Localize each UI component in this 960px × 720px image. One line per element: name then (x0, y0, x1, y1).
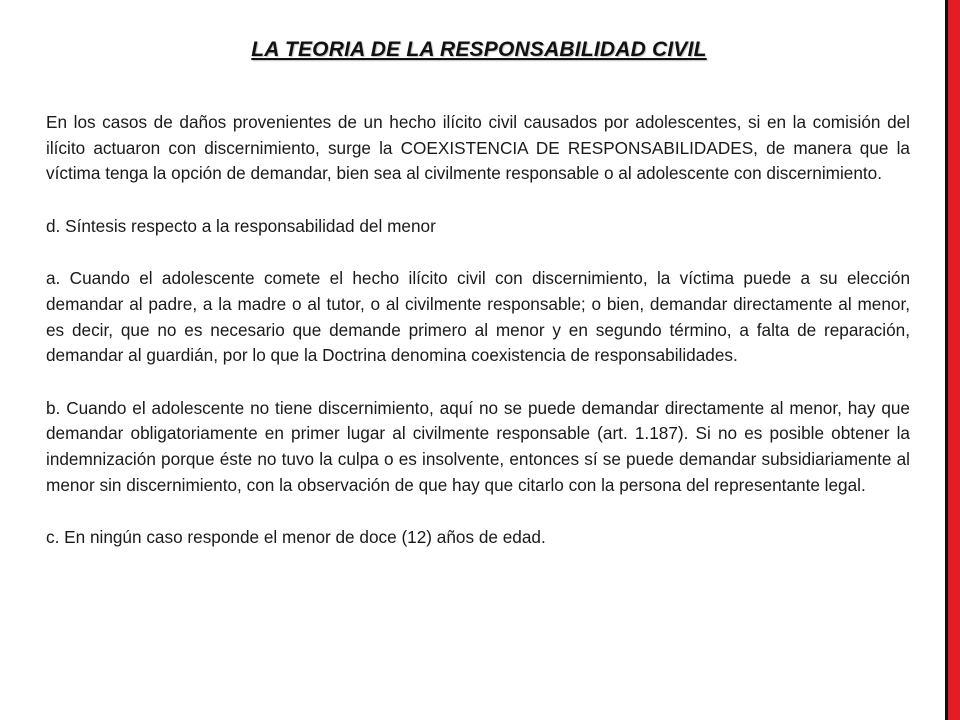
paragraph-coexistencia: En los casos de daños provenientes de un hecho ilícito civil causados por adolescentes, si en la comisión del ilícito actuaron con discernimiento, surge la COEXISTENCIA DE RESPONSABILIDADES, de manera que la víctima tenga la opción de demandar, bien sea al civilmente responsable o al adolescente con discernimiento. (46, 112, 910, 184)
paragraph-item-c: c. En ningún caso responde el menor de doce (12) años de edad. (46, 527, 546, 548)
paragraph-item-b: b. Cuando el adolescente no tiene discernimiento, aquí no se puede demandar directamente al menor, hay que demandar obligatoriamente en primer lugar al civilmente responsable (art. 1.187). Si no es posible obtener la indemnización porque éste no tuvo la culpa o es insolvente, entonces sí se puede demandar subsidiariamente al menor sin discernimiento, con la observación de que hay que citarlo con la persona del representante legal. (46, 397, 910, 495)
slide-title: LA TEORIA DE LA RESPONSABILIDAD CIVIL (251, 38, 707, 61)
slide-body (46, 110, 910, 578)
paragraph-item-a: a. Cuando el adolescente comete el hecho ilícito civil con discernimiento, la víctima puede a su elección demandar al padre, a la madre o al tutor, o al civilmente responsable; o bien, demandar directamente al menor, es decir, que no es necesario que demande primero al menor y en segundo término, a falta de reparación, demandar al guardián, por lo que la Doctrina denomina coexistencia de responsabilidades. (46, 268, 910, 366)
right-accent-bar-red (948, 0, 960, 720)
paragraph-sintesis-heading: d. Síntesis respecto a la responsabilidad del menor (46, 215, 436, 236)
